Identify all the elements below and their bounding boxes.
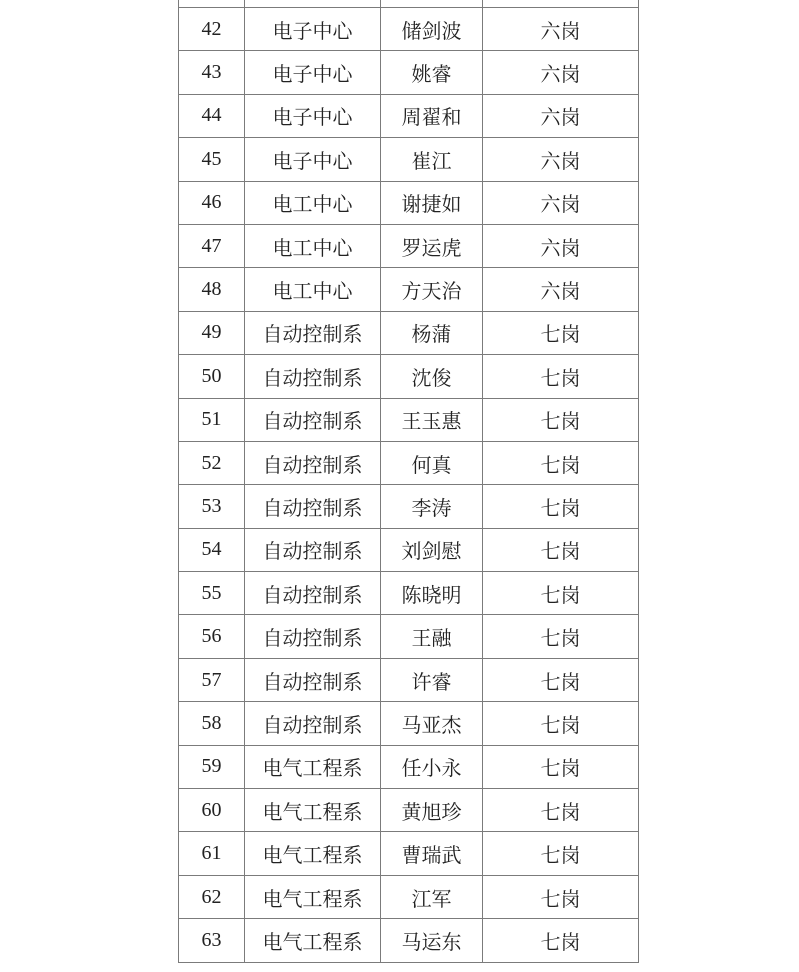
department-cell: 自动控制系 [245, 572, 381, 615]
department-cell: 自动控制系 [245, 398, 381, 441]
partial-cell [245, 0, 381, 8]
department-cell: 自动控制系 [245, 702, 381, 745]
department-cell: 电气工程系 [245, 875, 381, 918]
rank-cell: 六岗 [483, 224, 639, 267]
rank-cell: 七岗 [483, 355, 639, 398]
rank-cell: 七岗 [483, 745, 639, 788]
table-row [179, 745, 639, 788]
rank-cell: 七岗 [483, 572, 639, 615]
rank-cell: 七岗 [483, 702, 639, 745]
rank-cell: 六岗 [483, 51, 639, 94]
department-cell: 自动控制系 [245, 528, 381, 571]
department-cell: 电气工程系 [245, 745, 381, 788]
row-number-cell: 60 [179, 789, 245, 832]
table-row [179, 94, 639, 137]
rank-cell: 六岗 [483, 268, 639, 311]
department-cell: 电工中心 [245, 268, 381, 311]
table-row [179, 224, 639, 267]
row-number-cell: 42 [179, 8, 245, 51]
name-cell: 陈晓明 [381, 572, 483, 615]
partial-cell [381, 0, 483, 8]
department-cell: 电气工程系 [245, 832, 381, 875]
name-cell: 马亚杰 [381, 702, 483, 745]
rank-cell: 七岗 [483, 658, 639, 701]
table-body [179, 0, 639, 962]
name-cell: 许睿 [381, 658, 483, 701]
name-cell: 储剑波 [381, 8, 483, 51]
row-number-cell: 51 [179, 398, 245, 441]
row-number-cell: 58 [179, 702, 245, 745]
department-cell: 电工中心 [245, 224, 381, 267]
row-number-cell: 49 [179, 311, 245, 354]
table-row [179, 398, 639, 441]
table-row [179, 441, 639, 484]
table-row [179, 138, 639, 181]
row-number-cell: 50 [179, 355, 245, 398]
row-number-cell: 43 [179, 51, 245, 94]
department-cell: 自动控制系 [245, 311, 381, 354]
rank-cell: 七岗 [483, 832, 639, 875]
row-number-cell: 62 [179, 875, 245, 918]
table-row [179, 832, 639, 875]
rank-cell: 六岗 [483, 94, 639, 137]
name-cell: 何真 [381, 441, 483, 484]
row-number-cell: 46 [179, 181, 245, 224]
table-row [179, 528, 639, 571]
name-cell: 刘剑慰 [381, 528, 483, 571]
table-row [179, 181, 639, 224]
department-cell: 电子中心 [245, 51, 381, 94]
row-number-cell: 48 [179, 268, 245, 311]
row-number-cell: 57 [179, 658, 245, 701]
name-cell: 任小永 [381, 745, 483, 788]
rank-cell: 七岗 [483, 875, 639, 918]
table-row [179, 311, 639, 354]
table-row [179, 875, 639, 918]
department-cell: 电子中心 [245, 8, 381, 51]
name-cell: 王融 [381, 615, 483, 658]
table-row [179, 789, 639, 832]
table-row [179, 355, 639, 398]
rank-cell: 七岗 [483, 528, 639, 571]
name-cell: 李涛 [381, 485, 483, 528]
rank-cell: 七岗 [483, 919, 639, 962]
name-cell: 谢捷如 [381, 181, 483, 224]
department-cell: 电气工程系 [245, 919, 381, 962]
name-cell: 周翟和 [381, 94, 483, 137]
table-row [179, 572, 639, 615]
name-cell: 马运东 [381, 919, 483, 962]
rank-cell: 七岗 [483, 398, 639, 441]
rank-cell: 七岗 [483, 485, 639, 528]
row-number-cell: 45 [179, 138, 245, 181]
department-cell: 自动控制系 [245, 355, 381, 398]
name-cell: 罗运虎 [381, 224, 483, 267]
row-number-cell: 56 [179, 615, 245, 658]
row-number-cell: 44 [179, 94, 245, 137]
row-number-cell: 53 [179, 485, 245, 528]
department-cell: 电子中心 [245, 94, 381, 137]
rank-cell: 七岗 [483, 311, 639, 354]
rank-cell: 六岗 [483, 8, 639, 51]
row-number-cell: 54 [179, 528, 245, 571]
name-cell: 姚睿 [381, 51, 483, 94]
row-number-cell: 47 [179, 224, 245, 267]
row-number-cell: 55 [179, 572, 245, 615]
department-cell: 自动控制系 [245, 615, 381, 658]
name-cell: 崔江 [381, 138, 483, 181]
table-row [179, 615, 639, 658]
rank-cell: 六岗 [483, 138, 639, 181]
name-cell: 江军 [381, 875, 483, 918]
table-row [179, 658, 639, 701]
name-cell: 王玉惠 [381, 398, 483, 441]
table-row [179, 268, 639, 311]
row-number-cell: 63 [179, 919, 245, 962]
table-row [179, 485, 639, 528]
department-cell: 自动控制系 [245, 441, 381, 484]
row-number-cell: 59 [179, 745, 245, 788]
table-row [179, 702, 639, 745]
table-row [179, 8, 639, 51]
department-cell: 电气工程系 [245, 789, 381, 832]
name-cell: 杨蒲 [381, 311, 483, 354]
row-number-cell: 52 [179, 441, 245, 484]
department-cell: 自动控制系 [245, 485, 381, 528]
rank-cell: 六岗 [483, 181, 639, 224]
table-row [179, 51, 639, 94]
table-row-partial [179, 0, 639, 8]
department-cell: 自动控制系 [245, 658, 381, 701]
partial-cell [179, 0, 245, 8]
department-cell: 电子中心 [245, 138, 381, 181]
rank-cell: 七岗 [483, 441, 639, 484]
rank-cell: 七岗 [483, 789, 639, 832]
name-cell: 黄旭珍 [381, 789, 483, 832]
name-cell: 曹瑞武 [381, 832, 483, 875]
name-cell: 沈俊 [381, 355, 483, 398]
row-number-cell: 61 [179, 832, 245, 875]
name-cell: 方天治 [381, 268, 483, 311]
rank-cell: 七岗 [483, 615, 639, 658]
table-row [179, 919, 639, 962]
staff-rank-table [178, 0, 639, 963]
department-cell: 电工中心 [245, 181, 381, 224]
partial-cell [483, 0, 639, 8]
